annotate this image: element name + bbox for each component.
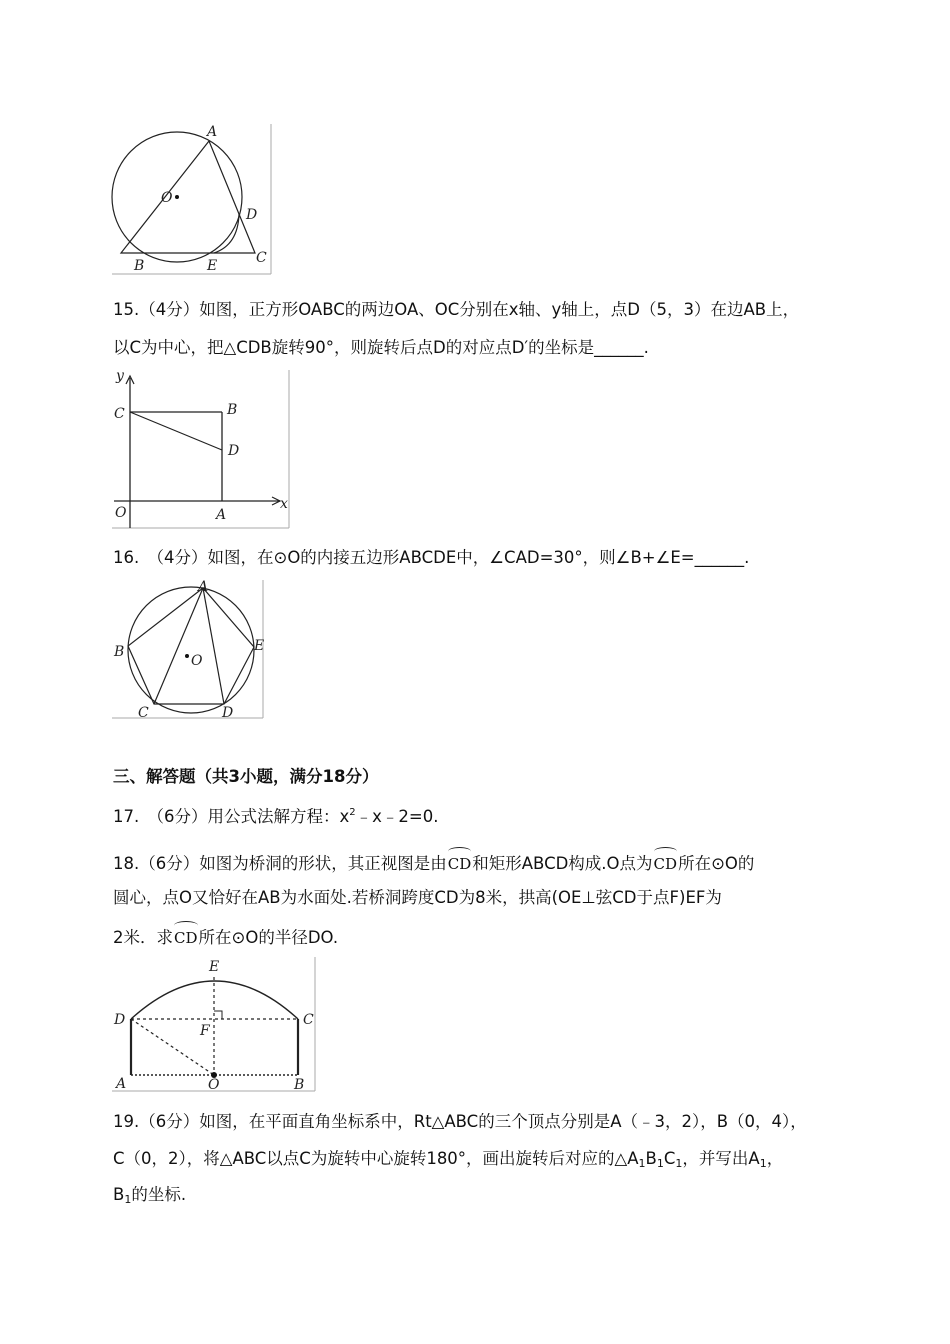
q18-text-c: 所在⊙O的	[678, 854, 755, 873]
q19-text-e: ，	[766, 1149, 784, 1168]
label-F: F	[200, 1023, 210, 1039]
arc-cd-symbol: CD	[448, 846, 472, 876]
q18-text-a: 18.（6分）如图为桥洞的形状，其正视图是由	[113, 854, 447, 873]
q19-text-d: ，并写出A	[682, 1149, 760, 1168]
label-x: x	[280, 496, 288, 512]
label-O: O	[115, 505, 127, 521]
q18-line-2: 圆心，点O又恰好在AB为水面处.若桥洞跨度CD为8米，拱高(OE⊥弦CD于点F)EF为	[113, 888, 722, 907]
label-C: C	[138, 705, 149, 720]
figure-inscribed-pentagon	[110, 578, 268, 720]
label-O: O	[208, 1077, 220, 1093]
figure-circle-triangle	[110, 122, 275, 277]
q18-text-e: 所在⊙O的半径DO.	[198, 928, 339, 947]
label-A: A	[207, 124, 218, 140]
label-E: E	[254, 638, 265, 654]
label-E: E	[209, 959, 220, 975]
label-B: B	[114, 644, 125, 660]
label-y: y	[116, 368, 124, 384]
q19-text-b: B	[645, 1149, 657, 1168]
q18-line-3	[113, 920, 338, 950]
q19-line-3	[113, 1183, 186, 1212]
label-O: O	[191, 653, 203, 669]
label-A: A	[198, 579, 209, 595]
label-D: D	[228, 443, 240, 459]
label-A: A	[116, 1076, 127, 1092]
arc-cd-symbol: CD	[174, 920, 198, 950]
q19-text-c: C	[663, 1149, 676, 1168]
q19-line-2	[113, 1147, 783, 1176]
label-D: D	[222, 705, 234, 720]
q17-line	[113, 801, 438, 829]
q17-suffix: ﹣x﹣2=0.	[355, 807, 439, 826]
q19-text-f: B	[113, 1185, 125, 1204]
label-D: D	[246, 207, 258, 223]
q18-text-b: 和矩形ABCD构成.O点为	[472, 854, 653, 873]
label-C: C	[303, 1012, 314, 1028]
q19-line-1: 19.（6分）如图，在平面直角坐标系中，Rt△ABC的三个顶点分别是A（﹣3，2），B（0，4），	[113, 1112, 807, 1131]
q16-line-1: 16. （4分）如图，在⊙O的内接五边形ABCDE中，∠CAD=30°，则∠B+∠E=______.	[113, 548, 750, 567]
label-A: A	[216, 507, 227, 523]
q19-text-a: C（0，2），将△ABC以点C为旋转中心旋转180°，画出旋转后对应的△A	[113, 1149, 639, 1168]
subscript: 1	[638, 1157, 646, 1170]
label-B: B	[227, 402, 238, 418]
subscript: 1	[124, 1193, 132, 1206]
figure-square-coordinates	[110, 368, 292, 530]
subscript: 1	[675, 1157, 683, 1170]
label-E: E	[207, 258, 218, 274]
arc-cd-symbol: CD	[654, 846, 678, 876]
q17-prefix: 17. （6分）用公式法解方程：x	[113, 807, 350, 826]
label-D: D	[114, 1012, 126, 1028]
section-heading: 三、解答题（共3小题，满分18分）	[113, 767, 379, 786]
label-B: B	[134, 258, 145, 274]
q15-line-2: 以C为中心，把△CDB旋转90°，则旋转后点D的对应点D′的坐标是______.	[113, 338, 649, 357]
subscript: 1	[759, 1157, 767, 1170]
q17-exponent: 2	[349, 807, 356, 818]
q15-line-1: 15.（4分）如图，正方形OABC的两边OA、OC分别在x轴、y轴上，点D（5，3）在边AB上，	[113, 300, 800, 319]
label-C: C	[256, 250, 267, 266]
label-C: C	[114, 406, 125, 422]
subscript: 1	[656, 1157, 664, 1170]
q19-text-g: 的坐标.	[131, 1185, 187, 1204]
label-O: O	[161, 190, 173, 206]
q18-text-d: 2米．求	[113, 928, 173, 947]
label-B: B	[294, 1077, 305, 1093]
figure-bridge-arch	[110, 955, 320, 1095]
q18-line-1	[113, 846, 754, 876]
